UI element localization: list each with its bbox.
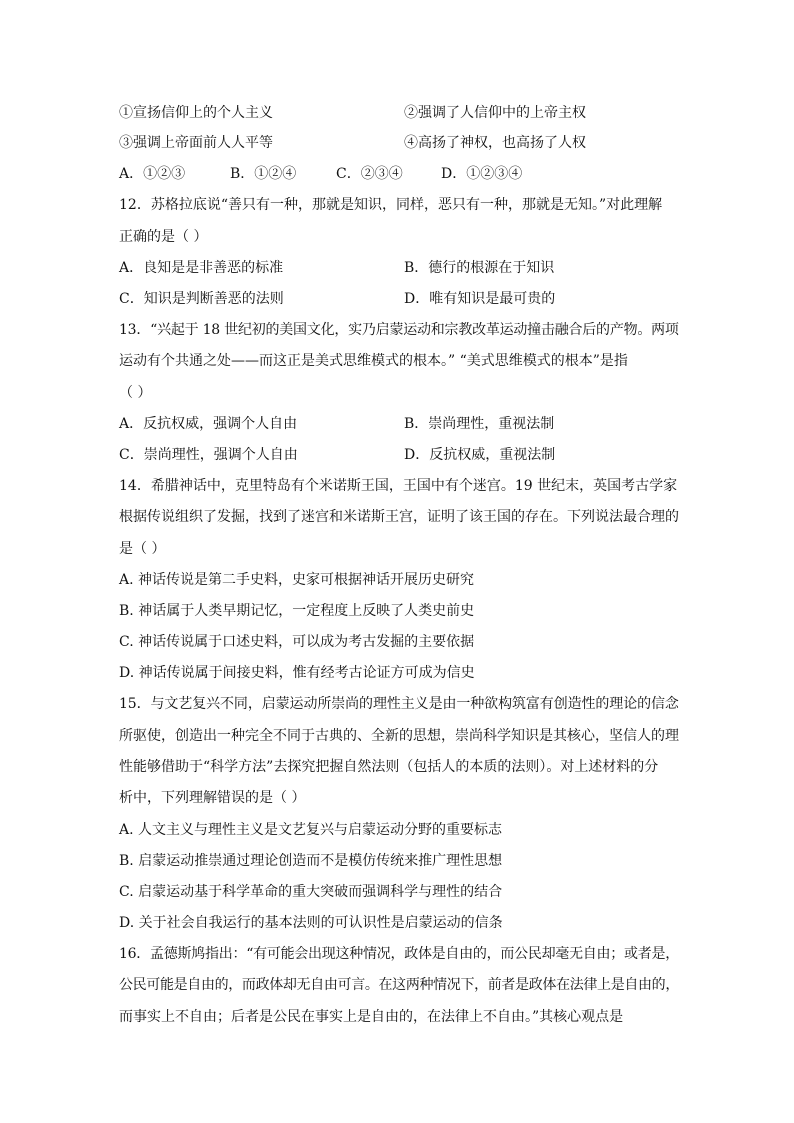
q11-option-3: ③强调上帝面前人人平等 (119, 135, 273, 151)
q13-option-a: A．反抗权威，强调个人自由 (119, 416, 298, 432)
q14-option-c: C. 神话传说属于口述史料，可以成为考古发掘的主要依据 (119, 634, 475, 650)
q15-stem-line-1: 15．与文艺复兴不同，启蒙运动所崇尚的理性主义是由一种欲构筑富有创造性的理论的信念 (119, 696, 679, 712)
q12-option-a: A．良知是是非善恶的标准 (119, 260, 284, 276)
q15-stem-line-3: 性能够借助于“科学方法”去探究把握自然法则（包括人的本质的法则）。对上述材料的分 (119, 759, 659, 775)
q13-option-c: C．崇尚理性，强调个人自由 (119, 447, 298, 463)
q13-stem-line-2: 运动有个共通之处——而这正是美式思维模式的根本。” “美式思维模式的根本”是指 (119, 353, 628, 369)
q11-option-2: ②强调了人信仰中的上帝主权 (404, 105, 586, 121)
q15-option-b: B. 启蒙运动推崇通过理论创造而不是模仿传统来推广理性思想 (119, 853, 503, 869)
q12-stem-line-2: 正确的是（ ） (119, 229, 208, 245)
q15-option-c: C. 启蒙运动基于科学革命的重大突破而强调科学与理性的结合 (119, 884, 503, 900)
q11-choice-d: D．①②③④ (441, 166, 523, 182)
q15-option-d: D. 关于社会自我运行的基本法则的可认识性是启蒙运动的信条 (119, 915, 503, 931)
q11-choice-b: B．①②④ (230, 166, 297, 182)
q14-option-b: B. 神话属于人类早期记忆，一定程度上反映了人类史前史 (119, 603, 475, 619)
q16-stem-line-3: 而事实上不自由；后者是公民在事实上是自由的，在法律上不自由。”其核心观点是 (119, 1009, 624, 1025)
q13-stem-line-1: 13．“兴起于 18 世纪初的美国文化，实乃启蒙运动和宗教改革运动撞击融合后的产物。两项 (119, 322, 679, 338)
q15-stem-line-2: 所驱使，创造出一种完全不同于古典的、全新的思想，崇尚科学知识是其核心，坚信人的理 (119, 728, 679, 744)
q12-option-c: C．知识是判断善恶的法则 (119, 291, 284, 307)
q11-option-4: ④高扬了神权，也高扬了人权 (404, 135, 586, 151)
q15-option-a: A. 人文主义与理性主义是文艺复兴与启蒙运动分野的重要标志 (119, 822, 503, 838)
q14-option-a: A. 神话传说是第二手史料，史家可根据神话开展历史研究 (119, 572, 475, 588)
q12-stem-line-1: 12．苏格拉底说“善只有一种，那就是知识，同样，恶只有一种，那就是无知。”对此理解 (119, 197, 663, 213)
q15-stem-line-4: 析中，下列理解错误的是（ ） (119, 790, 306, 806)
q16-stem-line-1: 16．孟德斯鸠指出：“有可能会出现这种情况，政体是自由的，而公民却毫无自由；或者是， (119, 946, 679, 962)
q11-choice-a: A．①②③ (119, 166, 186, 182)
q11-option-1: ①宣扬信仰上的个人主义 (119, 105, 273, 121)
q16-stem-line-2: 公民可能是自由的，而政体却无自由可言。在这两种情况下，前者是政体在法律上是自由的， (119, 977, 679, 993)
q12-option-b: B．德行的根源在于知识 (404, 260, 555, 276)
q14-stem-line-3: 是（ ） (119, 541, 166, 557)
q13-stem-line-3: （ ） (119, 385, 152, 401)
q14-stem-line-2: 根据传说组织了发掘，找到了迷宫和米诺斯王宫，证明了该王国的存在。下列说法最合理的 (119, 509, 679, 525)
q13-option-b: B．崇尚理性，重视法制 (404, 416, 555, 432)
q12-option-d: D．唯有知识是最可贵的 (404, 291, 556, 307)
q14-stem-line-1: 14．希腊神话中，克里特岛有个米诺斯王国，王国中有个迷宫。19 世纪末，英国考古学家 (119, 478, 678, 494)
q13-option-d: D．反抗权威，重视法制 (404, 447, 556, 463)
q14-option-d: D. 神话传说属于间接史料，惟有经考古论证方可成为信史 (119, 665, 475, 681)
q11-choice-c: C．②③④ (336, 166, 403, 182)
